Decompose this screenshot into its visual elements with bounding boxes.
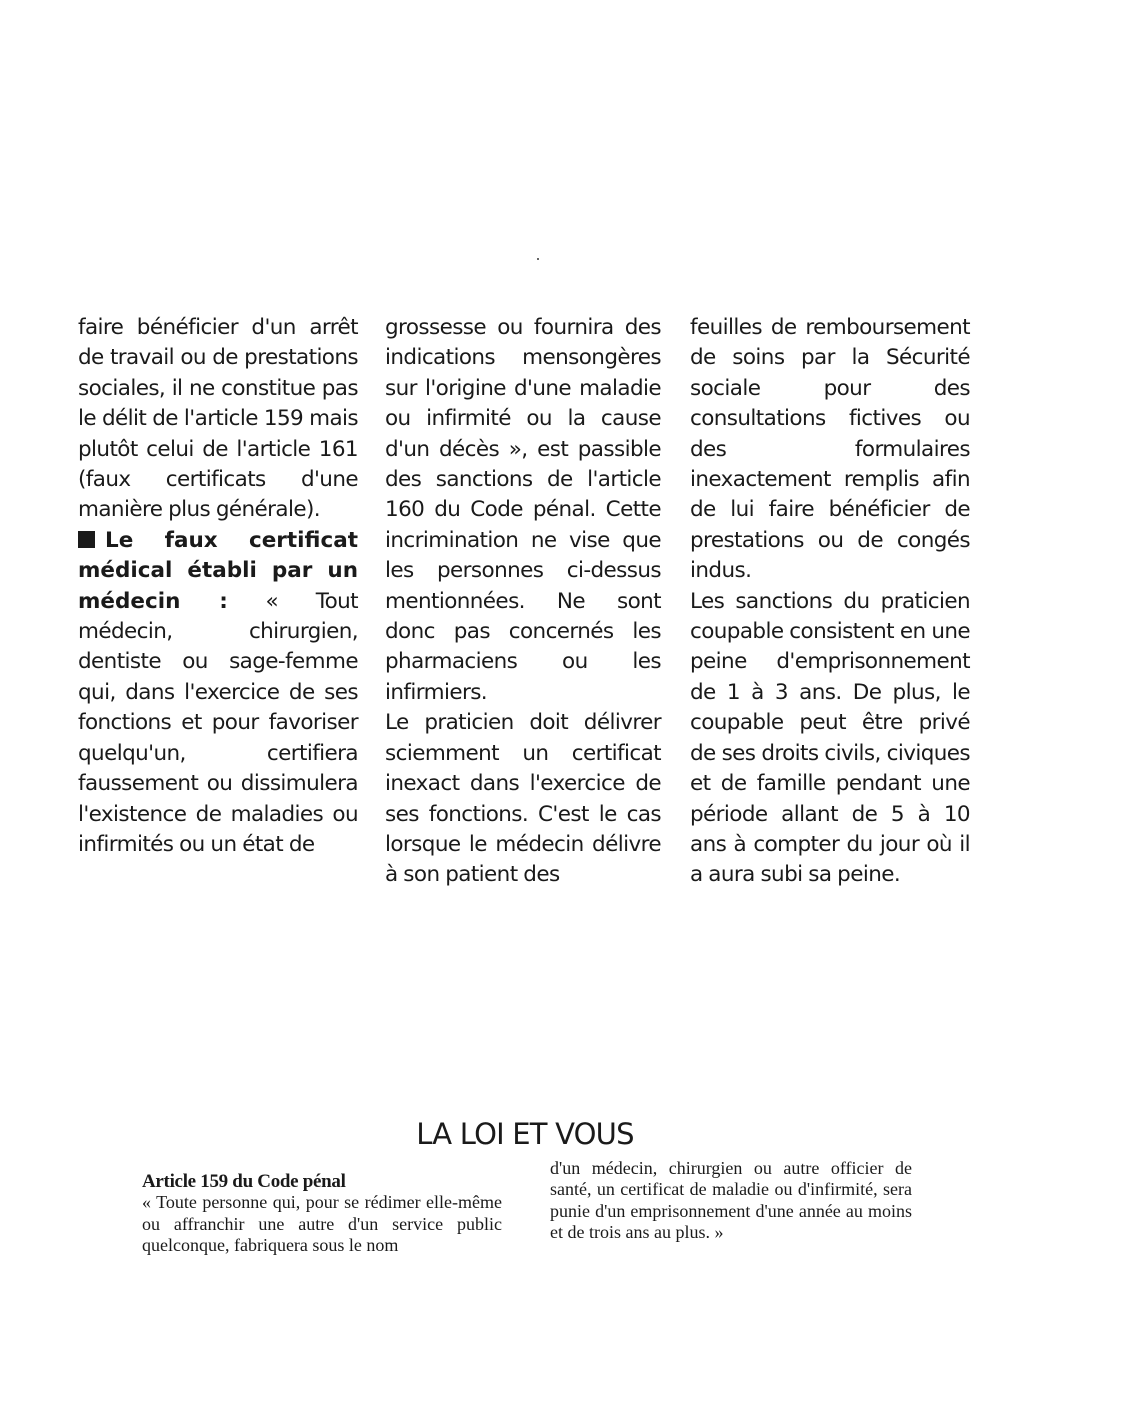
- article-column-2: [385, 313, 661, 891]
- col2-paragraph-1: grossesse ou fournira des indications mensongères sur l'origine d'une maladie ou infirmité ou la cause d'un décès », est passible des sanctions de l'article 160 du Code pénal. Cette incrimination ne vise que les personnes ci-dessus mentionnées. Ne sont donc pas concernés les pharmaciens ou les infirmiers.: [385, 315, 661, 705]
- article-column-3: [690, 313, 970, 891]
- law-box-left-column: [142, 1171, 502, 1256]
- col1-intro-paragraph: faire bénéficier d'un arrêt de travail ou de prestations sociales, il ne constitue pas le délit de l'article 159 mais plutôt celui de l'article 161 (faux certificats d'une manière plus générale).: [78, 315, 358, 523]
- article-column-1: [78, 313, 358, 860]
- law-box-title: LA LOI ET VOUS: [416, 1117, 634, 1151]
- col3-paragraph-2: Les sanctions du praticien coupable consistent en une peine d'emprisonnement de 1 à 3 ans. De plus, le coupable peut être privé de ses droits civils, civiques et de famille pendant une période allant de 5 à 10 ans à compter du jour où il a aura subi sa peine.: [690, 588, 970, 888]
- law-text-left: « Toute personne qui, pour se rédimer elle-même ou affranchir une autre d'un service public quelconque, fabriquera sous le nom: [142, 1192, 502, 1255]
- col1-quote-text: « Tout médecin, chirurgien, dentiste ou sage-femme qui, dans l'exercice de ses fonctions et pour favoriser quelqu'un, certifiera faussement ou dissimulera l'existence de maladies ou infirmités ou un état de: [78, 588, 358, 857]
- law-box-right-column: [550, 1158, 912, 1243]
- square-bullet-icon: [78, 531, 95, 548]
- law-text-right: d'un médecin, chirurgien ou autre officier de santé, un certificat de maladie ou d'infirmité, sera punie d'un emprisonnement d'une année au moins et de trois ans au plus. »: [550, 1158, 912, 1242]
- col2-paragraph-2: Le praticien doit délivrer sciemment un certificat inexact dans l'exercice de ses fonctions. C'est le cas lorsque le médecin délivre à son patient des: [385, 710, 661, 888]
- col1-section-paragraph: [78, 526, 358, 860]
- law-article-title: Article 159 du Code pénal: [142, 1171, 346, 1192]
- stray-dot: [537, 258, 539, 260]
- section-heading: Le faux certificat médical établi par un médecin :: [78, 527, 358, 614]
- col3-paragraph-1: feuilles de remboursement de soins par la Sécurité sociale pour des consultations fictives ou des formulaires inexactement remplis afin de lui faire bénéficier de prestations ou de congés indus.: [690, 315, 970, 584]
